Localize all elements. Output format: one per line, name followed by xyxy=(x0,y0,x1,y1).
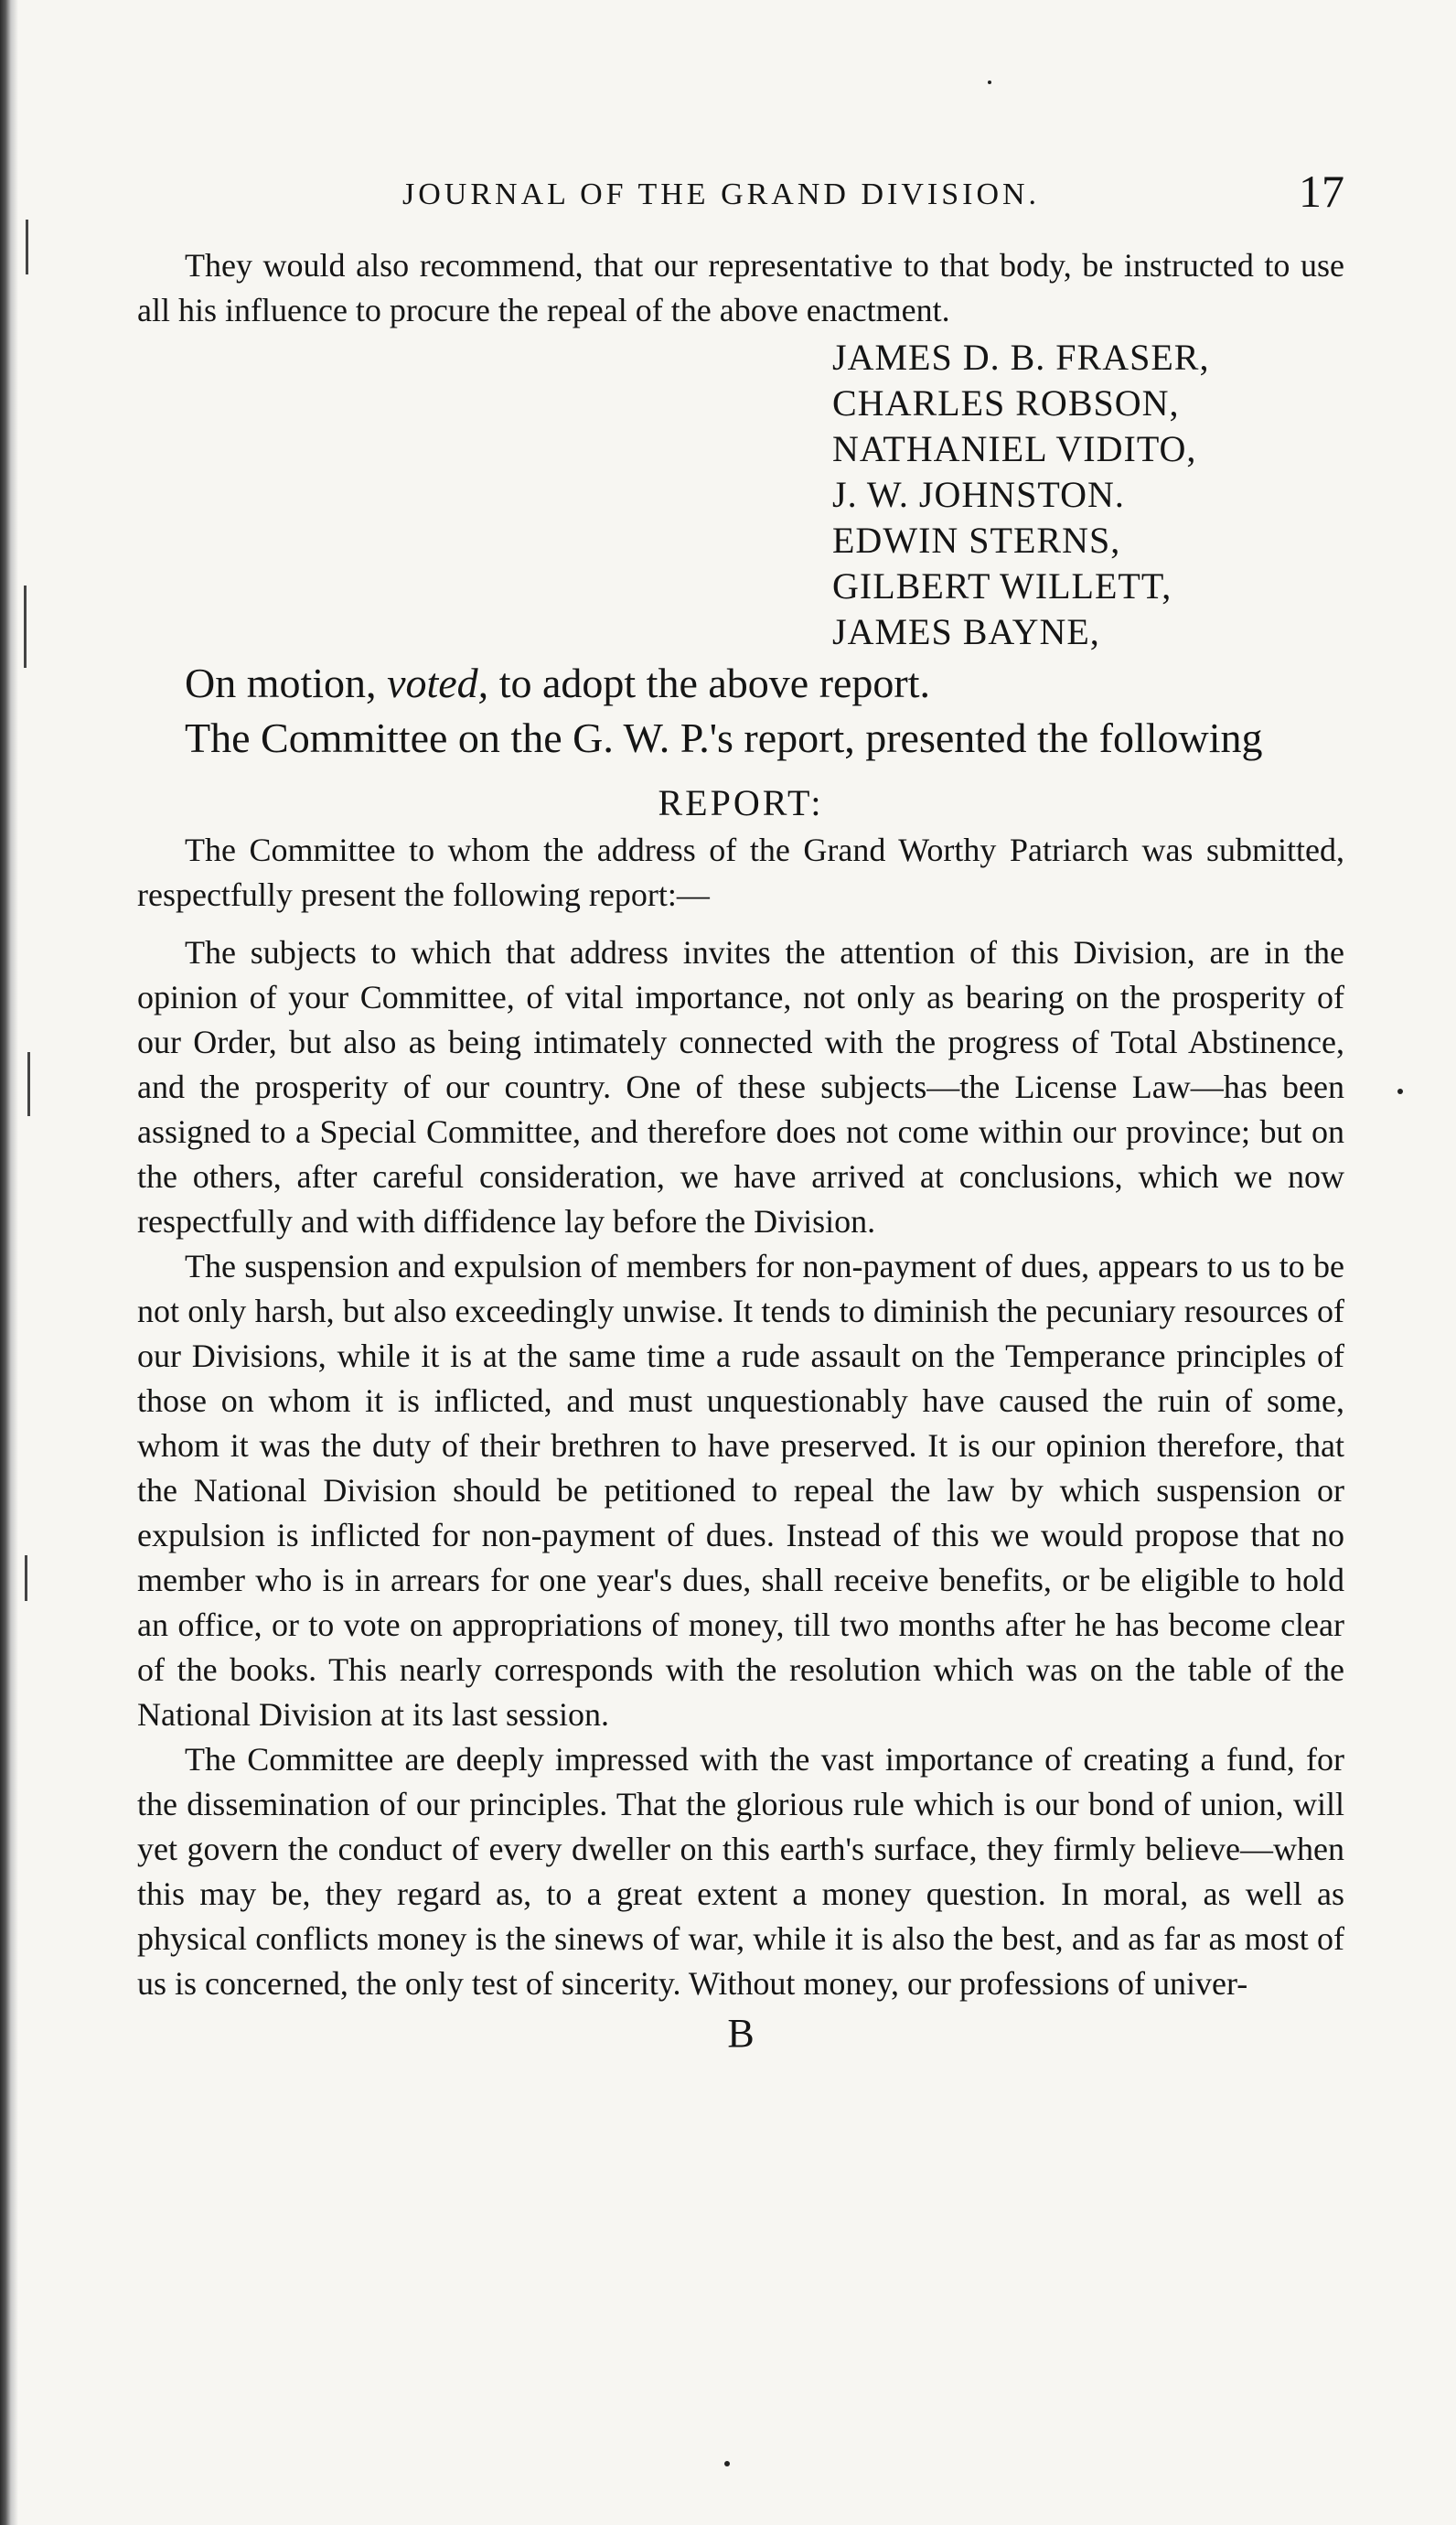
binding-speck xyxy=(27,1052,30,1116)
signature-mark: B xyxy=(727,2011,755,2056)
signature-name: NATHANIEL VIDITO, xyxy=(832,428,1197,469)
report-paragraph: The suspension and expulsion of members for non-payment of dues, appears to us to be not only harsh, but also exceedingly unwise. It tends to diminish the pecuniary resources of our Divisions, while it is at the same time a rude assault on the Temperance principles of those on whom it is inflicted, and must unquestionably have caused the ruin of some, whom it was the duty of their brethren to have preserved. It is our opinion therefore, that the National Division should be petitioned to repeal the law by which suspension or expulsion is inflicted for non-payment of dues. Instead of this we would propose that no member who is in arrears for one year's dues, shall receive benefits, or be eligible to hold an office, or to vote on appropriations of money, till two months after he has become clear of the books. This nearly corresponds with the resolution which was on the table of the National Division at its last session. xyxy=(137,1248,1344,1733)
signature-name: EDWIN STERNS, xyxy=(832,520,1121,561)
report-paragraph: The Committee are deeply impressed with the vast importance of creating a fund, for the dissemination of our principles. That the glorious rule which is our bond of union, will yet govern the conduct of every dweller on this earth's surface, they firmly believe—when this may be, they regard as, to a great extent a money question. In moral, as well as physical conflicts money is the sinews of war, while it is also the best, and as far as most of us is concerned, the only test of sincerity. Without money, our professions of univer- xyxy=(137,1741,1344,2002)
report-paragraph: The Committee to whom the address of the Grand Worthy Patriarch was submitted, respectfully present the following report:— xyxy=(137,832,1344,913)
committee-line: The Committee on the G. W. P.'s report, presented the following xyxy=(185,715,1263,761)
motion-after: to adopt the above report. xyxy=(488,660,931,706)
binding-speck xyxy=(26,220,28,274)
body-text xyxy=(137,243,1344,333)
motion-line xyxy=(137,657,1344,710)
motion-before: On motion, xyxy=(185,660,388,706)
page-content xyxy=(137,165,1344,2057)
signature-name: CHARLES ROBSON, xyxy=(832,382,1180,424)
report-body xyxy=(137,828,1344,2006)
signature-list xyxy=(832,335,1344,655)
binding-speck xyxy=(25,1555,27,1601)
print-speck xyxy=(724,2461,730,2466)
running-head xyxy=(137,165,1344,220)
paragraph-gap xyxy=(137,918,1344,930)
signature-name: JAMES BAYNE, xyxy=(832,611,1100,652)
print-speck xyxy=(1397,1089,1403,1094)
motion-emphasis: voted, xyxy=(387,660,489,706)
running-title: JOURNAL OF THE GRAND DIVISION. xyxy=(402,177,1041,211)
opening-paragraph: They would also recommend, that our representative to that body, be instructed to use all his influence to procure the repeal of the above enactment. xyxy=(137,247,1344,328)
signature-name: J. W. JOHNSTON. xyxy=(832,474,1125,515)
signature-name: GILBERT WILLETT, xyxy=(832,565,1172,607)
binding-speck xyxy=(24,586,27,668)
signature-name: JAMES D. B. FRASER, xyxy=(832,337,1210,378)
print-speck xyxy=(988,81,991,84)
report-heading: REPORT: xyxy=(658,782,824,823)
report-paragraph: The subjects to which that address invites the attention of this Division, are in the opinion of your Committee, of vital importance, not only as bearing on the prosperity of our Order, but also as being intimately connected with the progress of Total Abstinence, and the prosperity of our country. One of these subjects—the License Law—has been assigned to a Special Committee, and therefore does not come within our province; but on the others, after careful consideration, we have arrived at conclusions, which we now respectfully and with diffidence lay before the Division. xyxy=(137,934,1344,1240)
page-binding-edge xyxy=(0,0,18,2525)
page-number: 17 xyxy=(1299,166,1344,217)
